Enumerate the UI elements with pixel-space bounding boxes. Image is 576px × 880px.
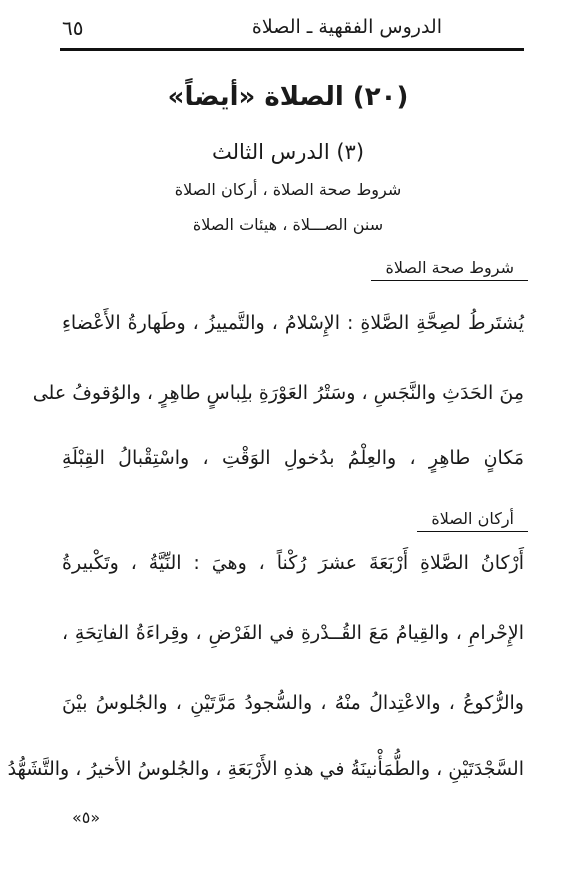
pillars-text-line: السَّجْدَتَيْنِ ، والطُّمَأْنينَةُ في هذهِ الأَرْبَعَةِ ، والجُلوسُ الأخيرُ ، والتَّشَهُّدُ [7,758,524,780]
footer-signature-mark: «٥» [72,808,101,827]
lesson-title: (٣) الدرس الثالث [211,140,365,164]
pillars-text-line: الإِحْرامِ ، والقِيامُ مَعَ القُــدْرةِ في الفَرْضِ ، وقِراءَةُ الفاتِحَةِ ، [62,622,524,644]
pillars-text-line: والرُّكوعُ ، والاعْتِدالُ منْهُ ، والسُّجودُ مَرَّتَيْنِ ، والجُلوسُ بيْنَ [62,692,524,714]
conditions-text-line: مَكانٍ طاهِرٍ ، والعِلْمُ بدُخولِ الوَقْتِ ، واسْتِقْبالُ القِبْلَةِ [62,447,524,469]
running-title: الدروس الفقهية ـ الصلاة [251,16,442,38]
section-heading-conditions: شروط صحة الصلاة [379,258,514,281]
conditions-text-line: يُشتَرطُ لصِحَّةِ الصَّلاةِ : الإِسْلامُ ، والتَّمييزُ ، وطَهارةُ الأَعْضاءِ [62,312,524,334]
header-rule [60,48,524,51]
conditions-text-line: مِنَ الحَدَثِ والنَّجَسِ ، وسَتْرُ العَوْرَةِ بلِباسٍ طاهِرٍ ، والوُقوفُ على [32,382,524,404]
section-heading-pillars: أركان الصلاة [425,509,514,532]
chapter-title: (٢٠) الصلاة «أيضاً» [167,82,409,112]
lesson-topics-line-1: شروط صحة الصلاة ، أركان الصلاة [174,180,402,199]
running-header [62,12,514,42]
pillars-text-line: أَرْكانُ الصَّلاةِ أَرْبَعَةَ عشرَ رُكْناً ، وهيَ : النِّيَّةُ ، وتَكْبيرةُ [62,552,524,574]
lesson-topics-line-2: سنن الصـــلاة ، هيئات الصلاة [192,215,384,234]
page-number: ٦٥ [62,16,84,40]
